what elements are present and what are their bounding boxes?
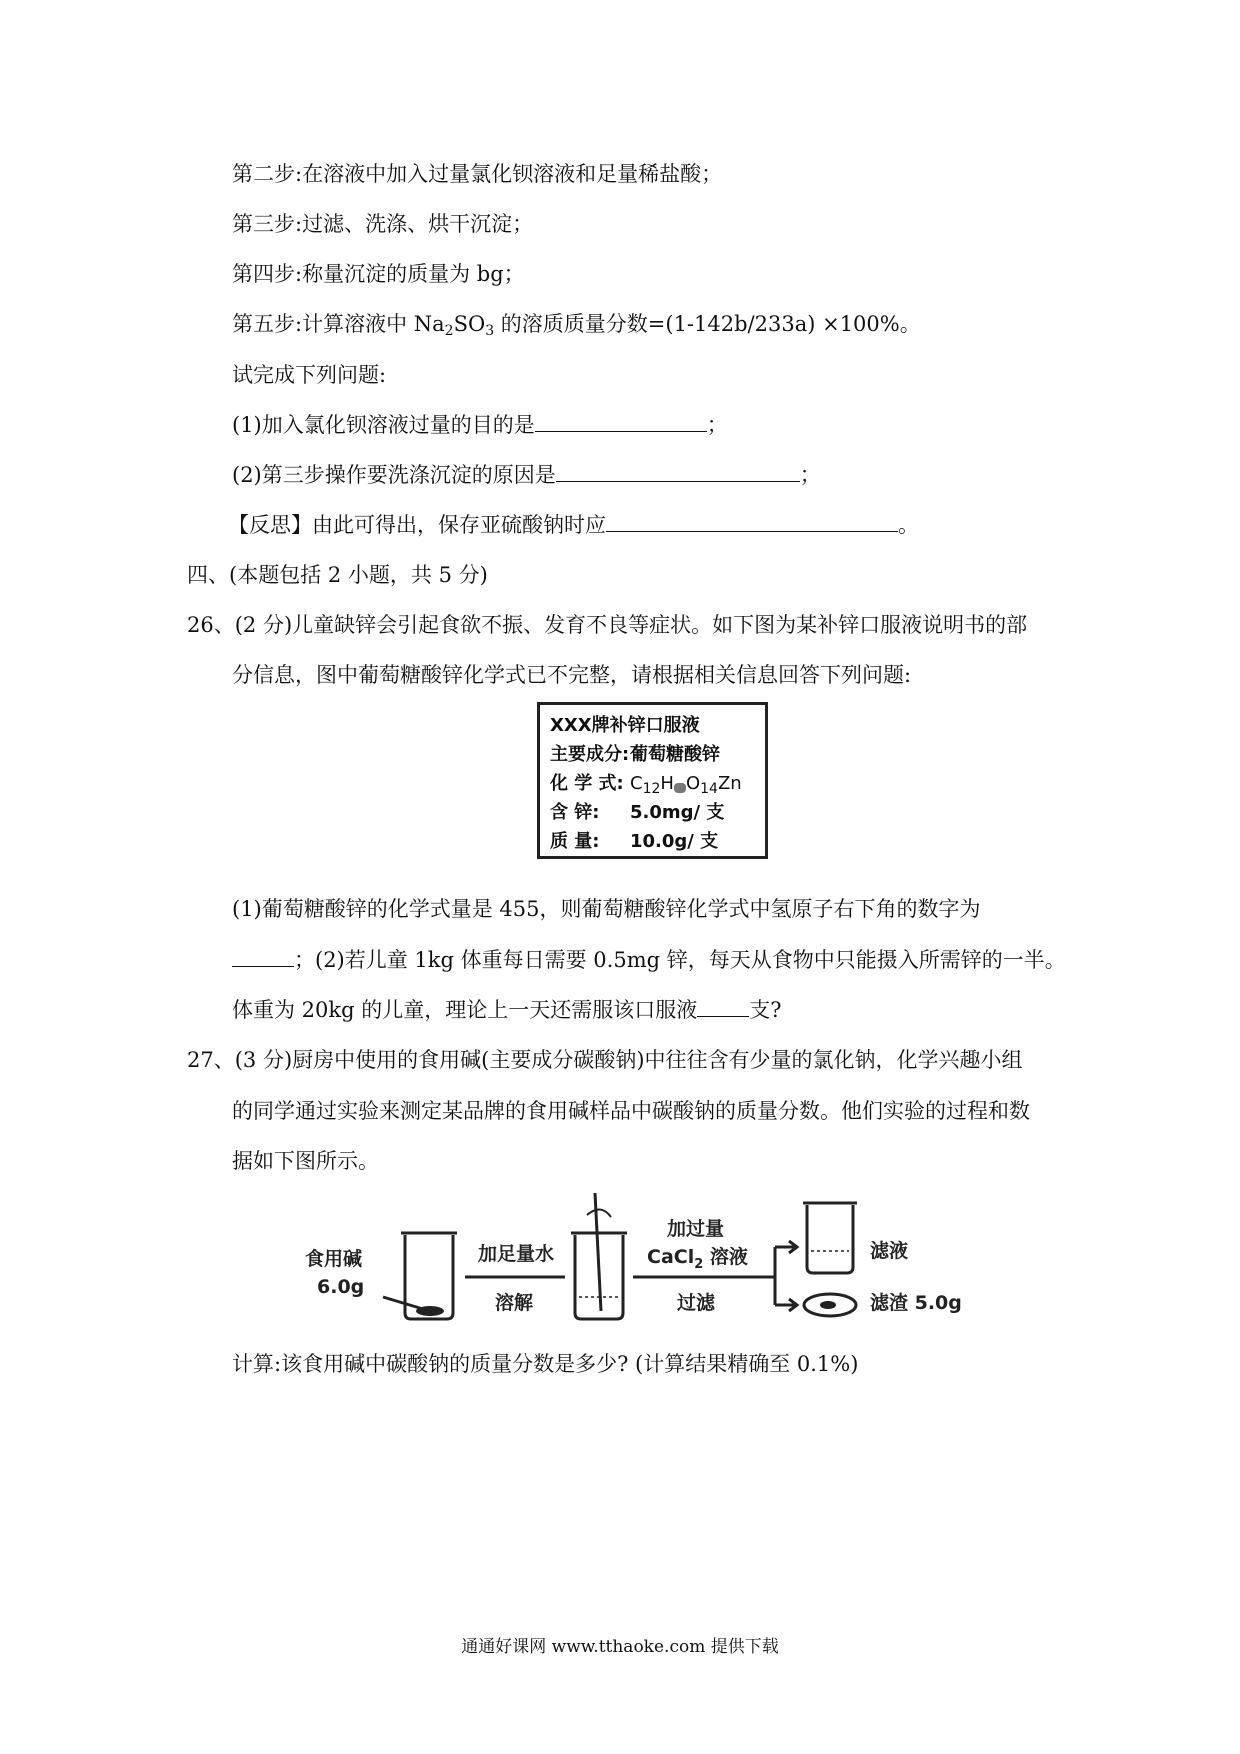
step-3-text: 第三步:过滤、洗涤、烘干沉淀；: [232, 212, 534, 236]
product-label-formula: 化 学 式: $C_{12}H$ $O_{14}Zn$: [550, 773, 742, 797]
q25-reflection: 【反思】由此可得出，保存亚硫酸钠时应 。: [228, 513, 919, 537]
arrow-2-bottom-label: 过滤: [677, 1292, 716, 1314]
filtrate-label: 滤液: [870, 1240, 909, 1262]
q26-sub1-cont: ；(2)若儿童 1kg 体重每日需要 0.5mg 锌，每天从食物中只能摄入所需锌的一半。: [232, 946, 1066, 974]
product-label-mass: 质 量: 10.0g/ 支: [550, 831, 719, 852]
residue-icon: [820, 1301, 836, 1309]
sample-label: 食用碱: [305, 1248, 363, 1270]
product-label: [537, 702, 768, 859]
product-label-ingredient: 主要成分:葡萄糖酸锌: [550, 744, 720, 765]
answer-blank[interactable]: [535, 411, 707, 432]
arrow-head-icon: [775, 1241, 797, 1253]
product-label-title: XXX牌补锌口服液: [550, 715, 700, 736]
arrow-1-top-label: 加足量水: [478, 1243, 555, 1265]
smudged-subscript: [674, 783, 686, 793]
q27-line-2: 的同学通过实验来测定某品牌的食用碱样品中碳酸钠的质量分数。他们实验的过程和数: [232, 1099, 1030, 1123]
beaker-icon: [803, 1203, 857, 1273]
arrow-head-icon: [775, 1299, 797, 1311]
q25-prompt: 试完成下列问题:: [232, 363, 387, 387]
q27-line-3: 据如下图所示。: [232, 1149, 379, 1173]
step-2-text: 第二步:在溶液中加入过量氯化钡溶液和足量稀盐酸；: [232, 162, 723, 186]
q26-sub2: 体重为 20kg 的儿童，理论上一天还需服该口服液 支?: [232, 998, 782, 1022]
arrow-1-bottom-label: 溶解: [495, 1292, 534, 1314]
q25-sub2: (2)第三步操作要洗涤沉淀的原因是 ；: [232, 463, 821, 487]
answer-blank[interactable]: [556, 461, 800, 482]
page-footer: 通通好课网 www.tthaoke.com 提供下载: [461, 1637, 779, 1657]
residue-label: 滤渣 5.0g: [870, 1292, 962, 1314]
answer-blank[interactable]: [606, 511, 898, 532]
step-4-text: 第四步:称量沉淀的质量为 bg；: [232, 262, 525, 286]
arrow-2-top-label-2: CaCl$_2$ 溶液: [647, 1246, 748, 1272]
section-4-heading: 四、(本题包括 2 小题，共 5 分): [187, 563, 488, 587]
q25-sub1: (1)加入氯化钡溶液过量的目的是 ；: [232, 413, 728, 437]
q26-line-1: 26、(2 分)儿童缺锌会引起食欲不振、发育不良等症状。如下图为某补锌口服液说明书的部: [187, 613, 1028, 637]
q26-sub1: (1)葡萄糖酸锌的化学式量是 455，则葡萄糖酸锌化学式中氢原子右下角的数字为: [232, 897, 981, 921]
arrow-2-top-label-1: 加过量: [667, 1218, 725, 1240]
q26-line-2: 分信息，图中葡萄糖酸锌化学式已不完整，请根据相关信息回答下列问题:: [232, 663, 912, 687]
sample-mass: 6.0g: [317, 1276, 365, 1298]
stir-motion-icon: [587, 1209, 611, 1217]
q27-calc: 计算:该食用碱中碳酸钠的质量分数是多少? (计算结果精确至 0.1%): [232, 1352, 859, 1376]
spatula-icon: [383, 1297, 423, 1309]
q27-line-1: 27、(3 分)厨房中使用的食用碱(主要成分碳酸钠)中往往含有少量的氯化钠，化学兴趣小组: [187, 1048, 1023, 1072]
product-label-zinc: 含 锌: 5.0mg/ 支: [550, 802, 725, 823]
answer-blank[interactable]: [697, 996, 749, 1017]
experiment-diagram: [295, 1185, 995, 1335]
step-5-text: 第五步:计算溶液中 $Na_2SO_3$ 的溶质质量分数=(1-142b/233a) ×100%。: [232, 312, 921, 339]
answer-blank[interactable]: [232, 946, 294, 967]
